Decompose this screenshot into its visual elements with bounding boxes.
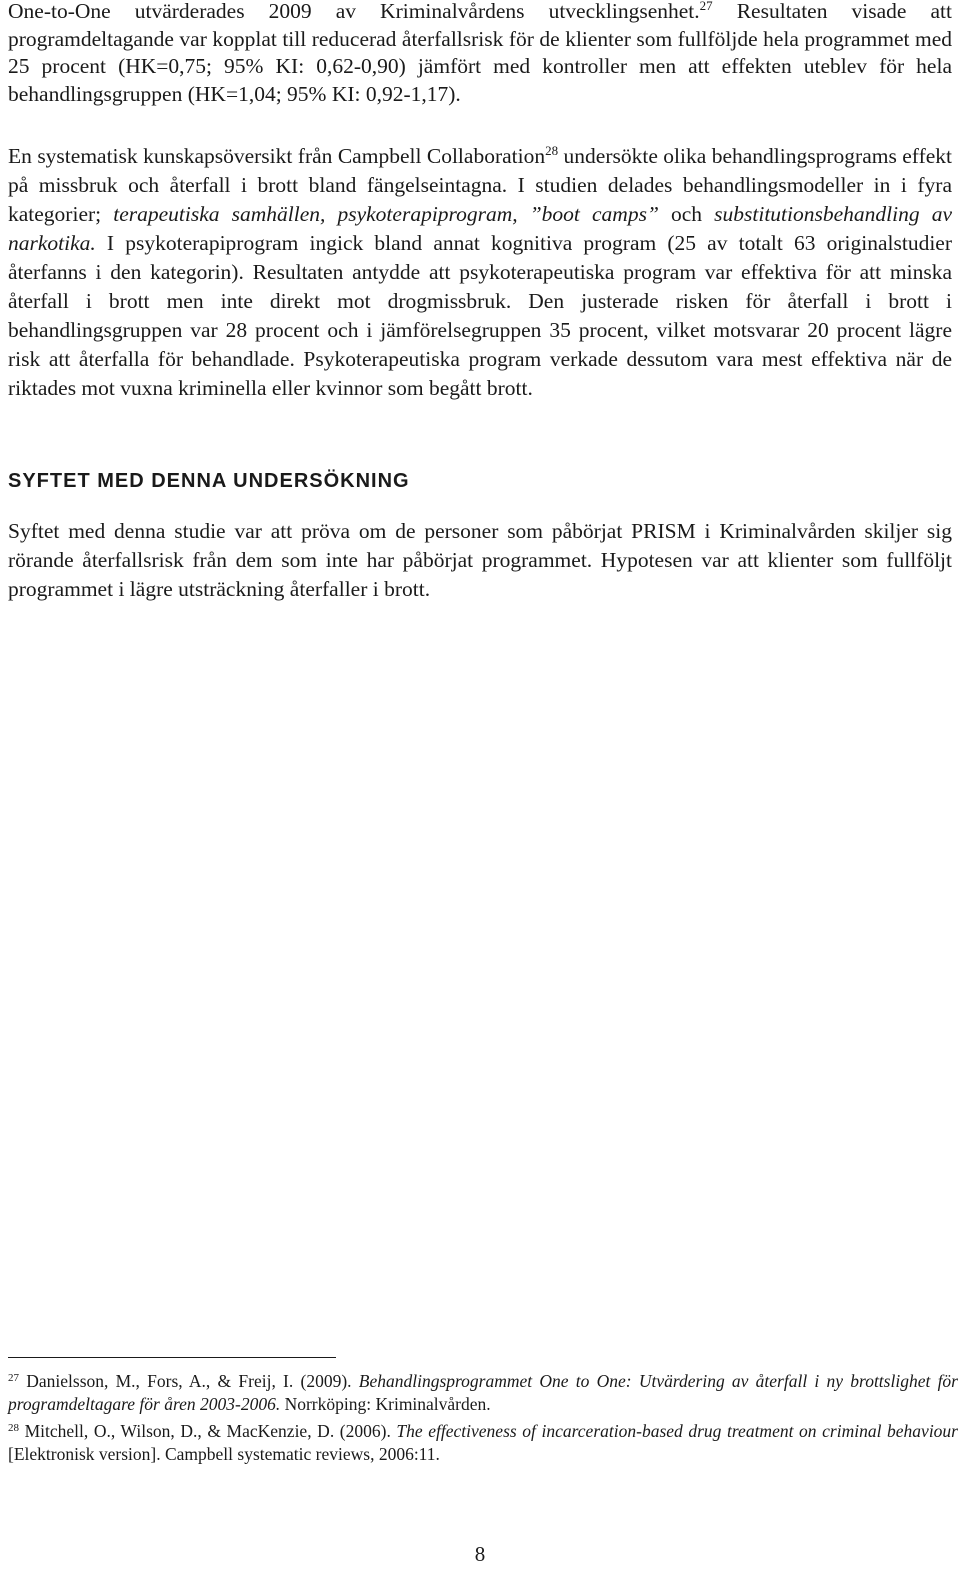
- footnote-ref-27[interactable]: 27: [699, 0, 713, 13]
- footnote-number: 27: [8, 1372, 19, 1384]
- footnote-28: [8, 1420, 958, 1466]
- footnote-27: [8, 1370, 958, 1416]
- section-heading: SYFTET MED DENNA UNDERSÖKNING: [8, 470, 410, 492]
- footnote-number: 28: [8, 1422, 19, 1434]
- footnote-ref-28[interactable]: 28: [545, 143, 559, 158]
- footnote-publisher: Norrköping: Kriminalvården.: [280, 1394, 491, 1414]
- paragraph2-text-d: I psykoterapiprogram ingick bland annat kognitiva program (25 av totalt 63 originalstudier återfanns i den kategorin). Resultaten antydde att psykoterapeutiska program var effektiva för att minska återfall i brott men inte direkt mot drogmissbruk. Den justerade risken för återfall i brott i behandlingsgruppen var 28 procent och i jämförelsegruppen 35 procent, vilket motsvarar 20 procent lägre risk att återfalla för behandlade. Psykoterapeutiska program verkade dessutom vara mest effektiva när de riktades mot vuxna kriminella eller kvinnor som begått brott.: [8, 231, 952, 400]
- paragraph-purpose: Syftet med denna studie var att pröva om de personer som påbörjat PRISM i Kriminalvården skiljer sig rörande återfallsrisk från dem som inte har påbörjat programmet. Hypotesen var att klienter som fullföljt programmet i lägre utsträckning återfaller i brott.: [8, 519, 952, 601]
- page-number: 8: [474, 1542, 486, 1566]
- paragraph2-italic-categories: terapeutiska samhällen, psykoterapiprogram, ”boot camps”: [113, 202, 659, 226]
- paragraph2-italic-substitution: substitutionsbehandling av narkotika.: [8, 202, 953, 255]
- paragraph1-text-a: One-to-One utvärderades 2009 av Kriminalvårdens utvecklingsenhet.: [8, 0, 700, 23]
- footnote-publisher: [Elektronisk version]. Campbell systematic reviews, 2006:11.: [8, 1444, 440, 1464]
- paragraph2-text-a: En systematisk kunskapsöversikt från Campbell Collaboration: [8, 144, 546, 168]
- paragraph-campbell-review: [8, 142, 952, 403]
- footnote-authors: Mitchell, O., Wilson, D., & MacKenzie, D. (2006).: [19, 1421, 397, 1441]
- paragraph1-text-b: Resultaten visade att programdeltagande var kopplat till reducerad återfallsrisk för de klienter som fullföljde hela programmet med 25 procent (HK=0,75; 95% KI: 0,62-0,90) jämfört med kontroller men att effekten uteblev för hela behandlingsgruppen (HK=1,04; 95% KI: 0,92-1,17).: [8, 0, 952, 106]
- paragraph2-text-c: och: [658, 202, 715, 226]
- paragraph-one-to-one: [8, 0, 952, 108]
- footnote-authors: Danielsson, M., Fors, A., & Freij, I. (2009).: [19, 1371, 359, 1391]
- footnote-title: The effectiveness of incarceration-based drug treatment on criminal behaviour: [396, 1421, 958, 1441]
- footnote-divider: [8, 1357, 336, 1358]
- footnote-title: Behandlingsprogrammet One to One: Utvärdering av återfall i ny brottslighet för programdeltagare för åren 2003-2006.: [8, 1371, 958, 1414]
- paragraph2-text-b: undersökte olika behandlingsprograms effekt på missbruk och återfall i brott bland fängelseintagna. I studien delades behandlingsmodeller in i fyra kategorier;: [8, 144, 952, 226]
